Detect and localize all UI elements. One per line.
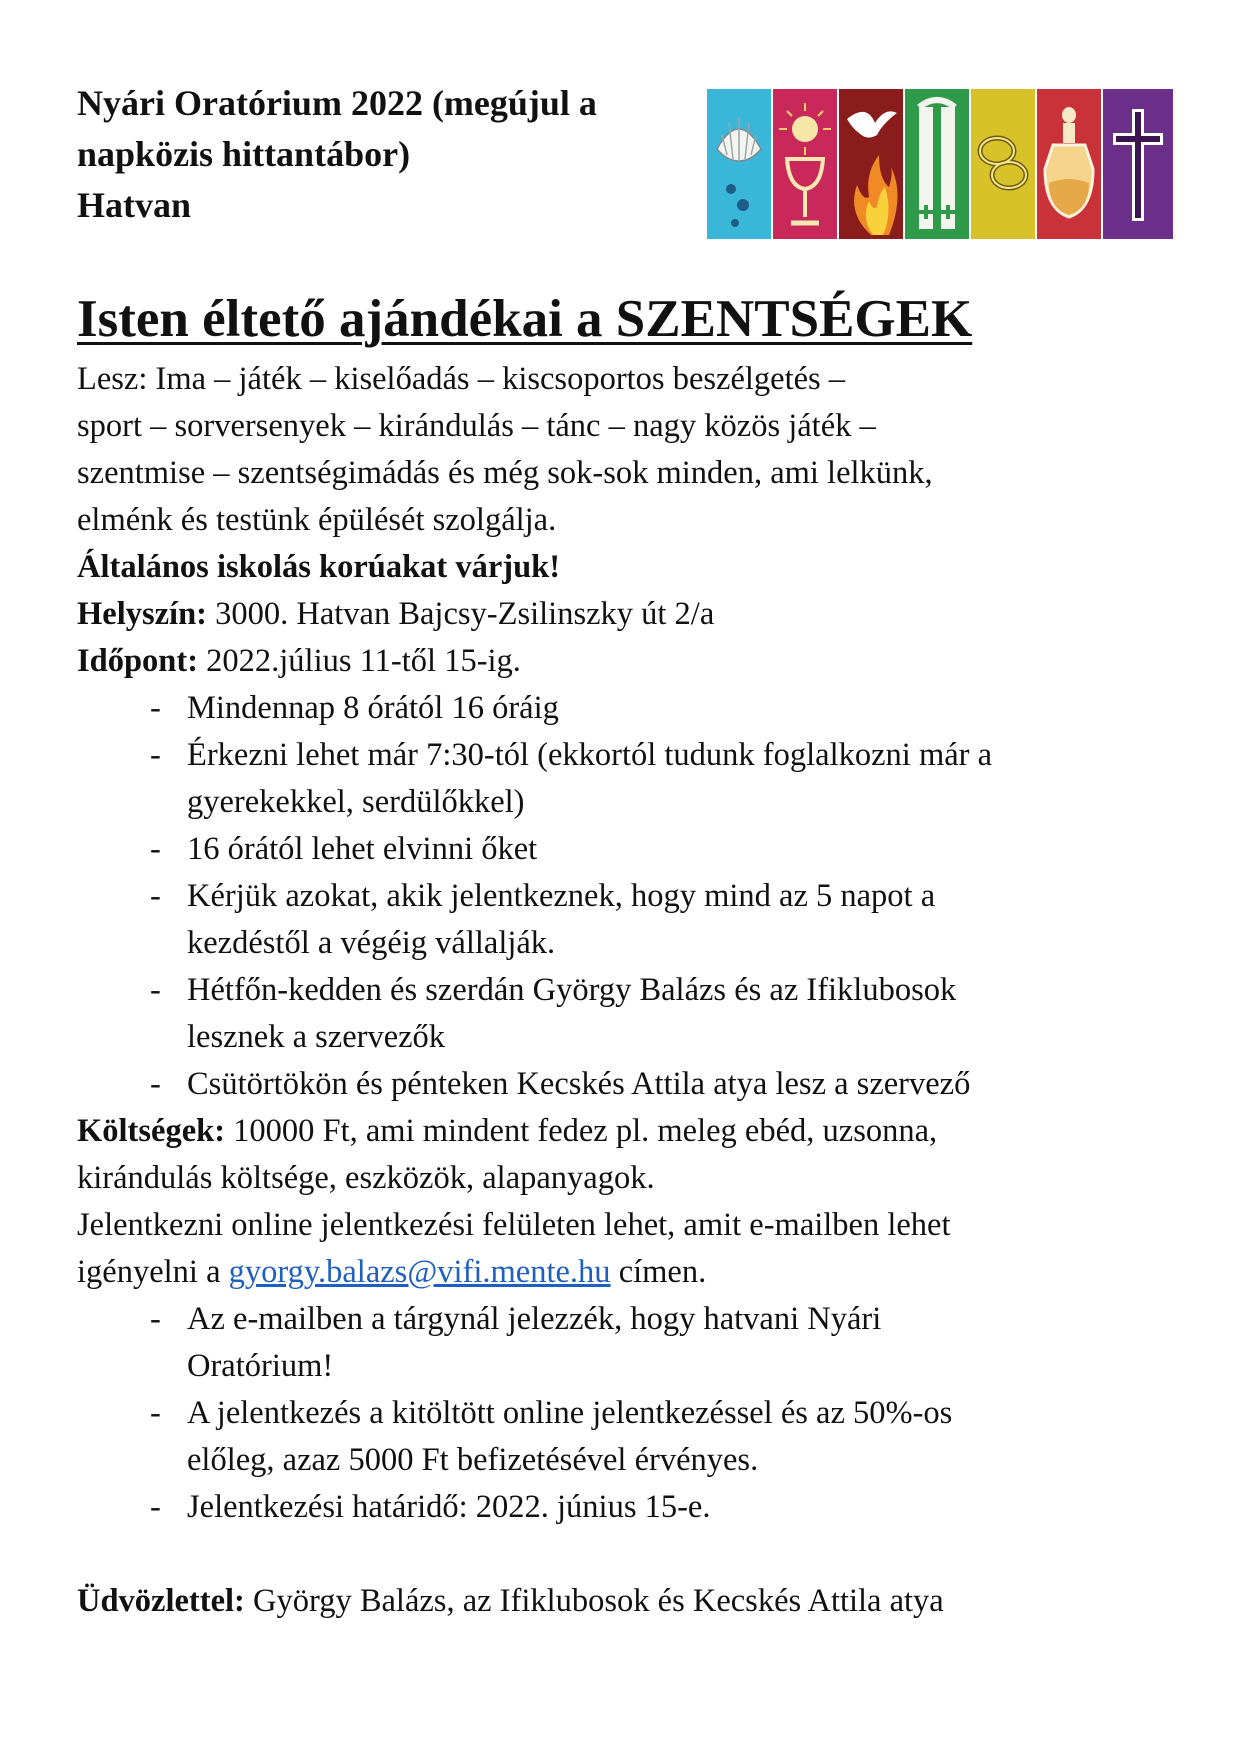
list-item	[77, 873, 1177, 967]
header-line-3: Hatvan	[77, 185, 192, 225]
time-label: Időpont:	[77, 643, 199, 679]
sacraments-logo	[707, 89, 1173, 239]
register-text-pre: igényelni a	[77, 1254, 229, 1290]
stole-icon	[905, 89, 969, 239]
main-title: Isten éltető ajándékai a SZENTSÉGEK	[77, 290, 973, 348]
closing-line	[77, 1578, 1177, 1625]
costs-line	[77, 1108, 1177, 1155]
register-line-1: Jelentkezni online jelentkezési felületen lehet, amit e-mailben lehet	[77, 1207, 951, 1243]
email-link[interactable]: gyorgy.balazs@vifi.mente.hu	[228, 1254, 611, 1290]
cross-icon	[1103, 89, 1173, 239]
list-item	[77, 1484, 1177, 1531]
list-item-text: Az e-mailben a tárgynál jelezzék, hogy hatvani Nyári	[187, 1301, 882, 1337]
list-item-text: lesznek a szervezők	[187, 1019, 446, 1055]
location-value: 3000. Hatvan Bajcsy-Zsilinszky út 2/a	[206, 596, 715, 632]
costs-value: 10000 Ft, ami mindent fedez pl. meleg ebéd, uzsonna,	[225, 1113, 938, 1149]
list-item-text: A jelentkezés a kitöltött online jelentkezéssel és az 50%-os	[187, 1395, 953, 1431]
oil-vessel-icon	[1037, 89, 1101, 239]
list-item-text: Oratórium!	[187, 1348, 334, 1384]
intro-line-4: elménk és testünk épülését szolgálja.	[77, 502, 557, 538]
audience-line: Általános iskolás korúakat várjuk!	[77, 549, 561, 585]
list-item-text: Hétfőn-kedden és szerdán György Balázs és az Ifiklubosok	[187, 972, 957, 1008]
register-text-post: címen.	[610, 1254, 707, 1290]
chalice-icon	[773, 89, 837, 239]
intro-line-2: sport – sorversenyek – kirándulás – tánc – nagy közös játék –	[77, 408, 876, 444]
list-item-text: gyerekekkel, serdülőkkel)	[187, 784, 525, 820]
closing-value: György Balázs, az Ifiklubosok és Kecskés Attila atya	[244, 1583, 944, 1619]
list-item	[77, 685, 1177, 732]
list-item	[77, 1061, 1177, 1108]
location-line	[77, 591, 1177, 638]
document-header	[77, 78, 697, 231]
list-item	[77, 826, 1177, 873]
list-item-text: Mindennap 8 órától 16 óráig	[187, 690, 559, 726]
time-details-list	[77, 685, 1177, 1108]
intro-line-1: Lesz: Ima – játék – kiselőadás – kiscsoportos beszélgetés –	[77, 361, 846, 397]
list-item-text: Csütörtökön és pénteken Kecskés Attila atya lesz a szervező	[187, 1066, 971, 1102]
intro-line-3: szentmise – szentségimádás és még sok-sok minden, ami lelkünk,	[77, 455, 933, 491]
time-value: 2022.július 11-től 15-ig.	[198, 643, 521, 679]
list-item-text: előleg, azaz 5000 Ft befizetésével érvényes.	[187, 1442, 759, 1478]
register-details-list	[77, 1296, 1177, 1531]
document-body	[77, 356, 1177, 1625]
header-line-1: Nyári Oratórium 2022 (megújul a	[77, 83, 597, 123]
spacer	[77, 1531, 1177, 1578]
list-item-text: 16 órától lehet elvinni őket	[187, 831, 538, 867]
list-item	[77, 1390, 1177, 1484]
closing-label: Üdvözlettel:	[77, 1583, 245, 1619]
list-item-text: Érkezni lehet már 7:30-tól (ekkortól tudunk foglalkozni már a	[187, 737, 993, 773]
flame-dove-icon	[839, 89, 903, 239]
list-item	[77, 1296, 1177, 1390]
list-item-text: Kérjük azokat, akik jelentkeznek, hogy mind az 5 napot a	[187, 878, 936, 914]
location-label: Helyszín:	[77, 596, 207, 632]
list-item	[77, 967, 1177, 1061]
list-item-text: kezdéstől a végéig vállalják.	[187, 925, 556, 961]
register-line-2	[77, 1249, 1177, 1296]
list-item	[77, 732, 1177, 826]
rings-icon	[971, 89, 1035, 239]
header-line-2: napközis hittantábor)	[77, 134, 411, 174]
time-line	[77, 638, 1177, 685]
costs-label: Költségek:	[77, 1113, 226, 1149]
costs-line-2: kirándulás költsége, eszközök, alapanyagok.	[77, 1160, 655, 1196]
list-item-text: Jelentkezési határidő: 2022. június 15-e.	[187, 1489, 711, 1525]
shell-icon	[707, 89, 771, 239]
